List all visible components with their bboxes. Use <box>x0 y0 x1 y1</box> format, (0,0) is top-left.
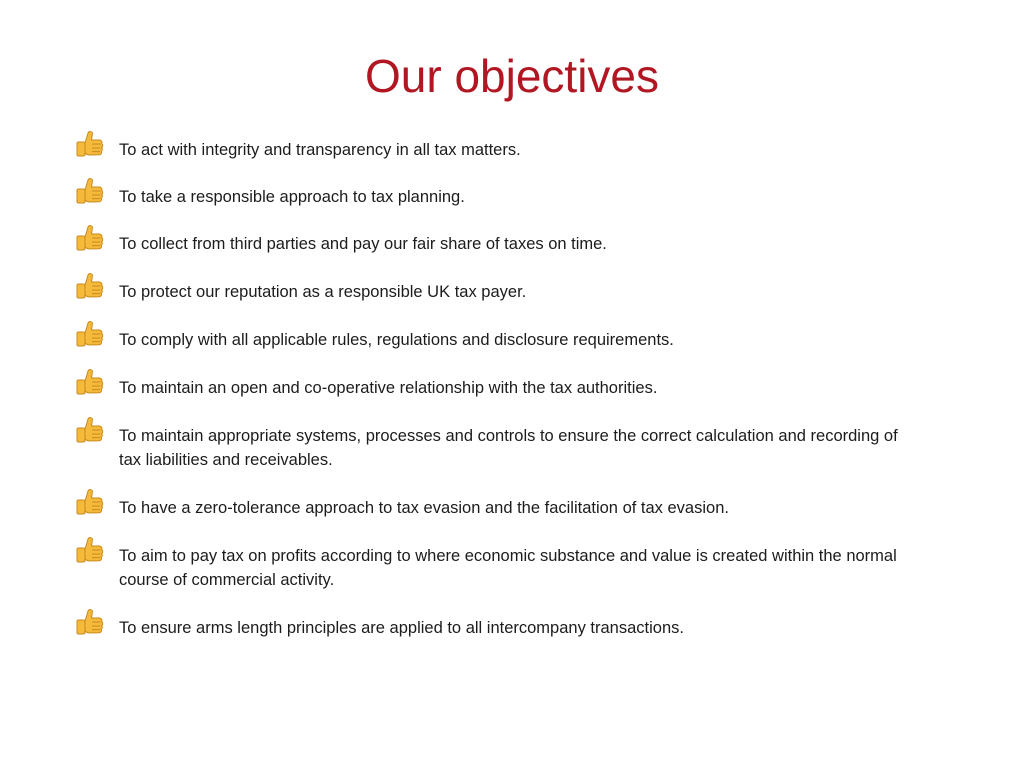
objective-item-3 <box>72 224 912 256</box>
thumbs-up-icon <box>72 606 106 640</box>
thumbs-up-icon <box>72 128 106 162</box>
objective-text-3: To collect from third parties and pay our fair share of taxes on time. <box>119 235 607 253</box>
objective-text-1: To act with integrity and transparency in all tax matters. <box>119 141 521 159</box>
objective-text-5: To comply with all applicable rules, regulations and disclosure requirements. <box>119 331 674 349</box>
thumbs-up-icon <box>72 366 106 400</box>
objectives-list <box>72 130 912 640</box>
objective-text-8: To have a zero-tolerance approach to tax evasion and the facilitation of tax evasion. <box>119 499 729 517</box>
objective-item-9 <box>72 536 912 592</box>
objective-item-10 <box>72 608 912 640</box>
objective-item-2 <box>72 177 912 209</box>
objective-item-7 <box>72 416 912 472</box>
objective-text-7: To maintain appropriate systems, processes and controls to ensure the correct calculation and recording of tax liabilities and receivables. <box>119 427 898 469</box>
objective-text-10: To ensure arms length principles are applied to all intercompany transactions. <box>119 619 684 637</box>
thumbs-up-icon <box>72 222 106 256</box>
objective-text-9: To aim to pay tax on profits according to where economic substance and value is created within the normal course of commercial activity. <box>119 547 897 589</box>
objective-item-1 <box>72 130 912 162</box>
thumbs-up-icon <box>72 175 106 209</box>
thumbs-up-icon <box>72 414 106 448</box>
thumbs-up-icon <box>72 318 106 352</box>
objective-item-8 <box>72 488 912 520</box>
objective-item-6 <box>72 368 912 400</box>
objective-text-4: To protect our reputation as a responsible UK tax payer. <box>119 283 527 301</box>
objective-text-6: To maintain an open and co-operative relationship with the tax authorities. <box>119 379 658 397</box>
thumbs-up-icon <box>72 270 106 304</box>
objective-item-5 <box>72 320 912 352</box>
thumbs-up-icon <box>72 486 106 520</box>
objective-item-4 <box>72 272 912 304</box>
thumbs-up-icon <box>72 534 106 568</box>
slide-title: Our objectives <box>364 50 659 102</box>
objective-text-2: To take a responsible approach to tax planning. <box>119 188 465 206</box>
